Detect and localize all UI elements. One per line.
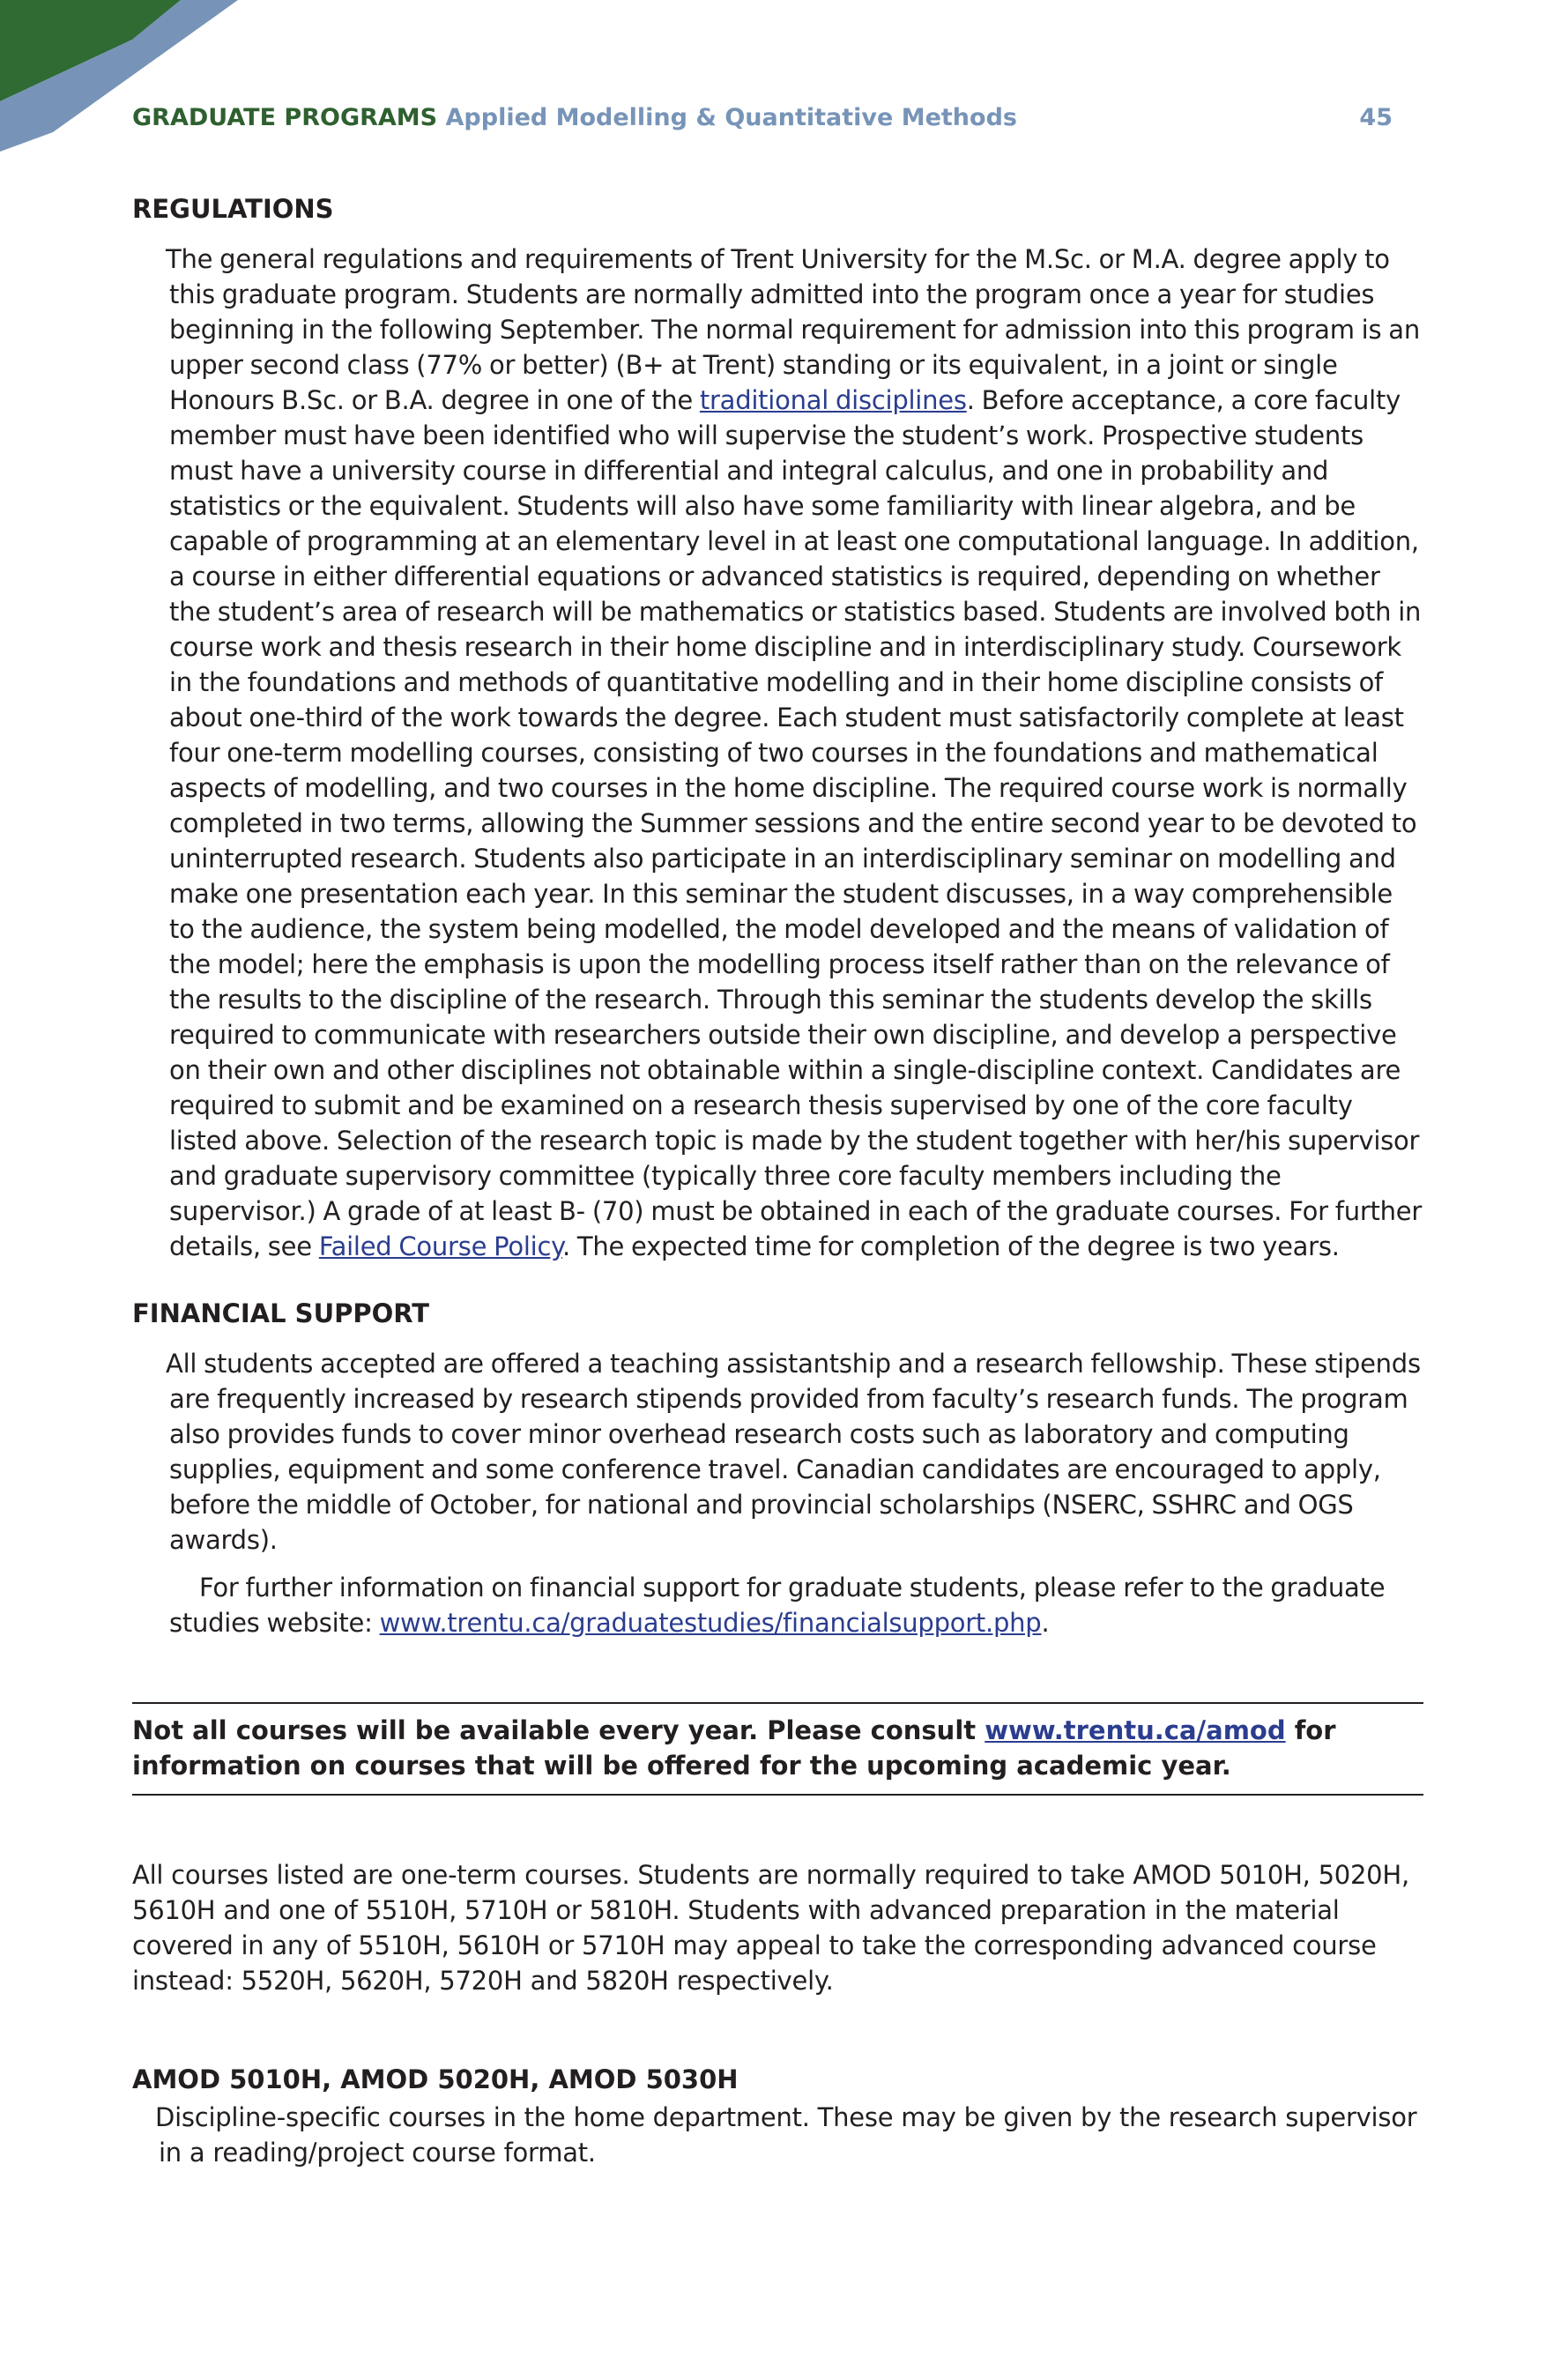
amod-website-link[interactable]: www.trentu.ca/amod xyxy=(985,1715,1286,1745)
financial-support-paragraph-1: All students accepted are offered a teaching assistantship and a research fellowship. These stipends are frequently increased by research stipends provided from faculty’s research funds. The program also provides funds to cover minor overhead research costs such as laboratory and computing supplies, equipment and some conference travel. Canadian candidates are encouraged to apply, before the middle of October, for national and provincial scholarships (NSERC, SSHRC and OGS awards). xyxy=(166,1349,1421,1555)
header-subtitle: Applied Modelling & Quantitative Methods xyxy=(445,104,1017,131)
regulations-text-3: . The expected time for completion of the degree is two years. xyxy=(561,1231,1340,1261)
regulations-paragraph xyxy=(132,242,1423,1264)
notice-text-end: for information on courses that will be offered for the upcoming academic year. xyxy=(132,1715,1336,1781)
course-title: AMOD 5010H, AMOD 5020H, AMOD 5030H xyxy=(132,2064,739,2094)
financial-support-paragraph-2 xyxy=(132,1570,1423,1640)
failed-course-policy-link[interactable]: Failed Course Policy xyxy=(318,1231,562,1261)
financial-support-text: For further information on financial support for graduate students, please refer to the graduate studies website: xyxy=(169,1573,1386,1638)
course-availability-notice xyxy=(132,1702,1423,1796)
header-label: GRADUATE PROGRAMS xyxy=(132,104,438,131)
corner-decoration xyxy=(0,0,264,167)
financial-support-link[interactable]: www.trentu.ca/graduatestudies/financialsupport.php xyxy=(379,1608,1042,1638)
regulations-text-1: The general regulations and requirements of Trent University for the M.Sc. or M.A. degree apply to this graduate program. Students are normally admitted into the program once a year for studies beginning in the following September. The normal requirement for admission into this program is an upper second class (77% or better) (B+ at Trent) standing or its equivalent, in a joint or single Honours B.Sc. or B.A. degree in one of the xyxy=(166,244,1420,415)
course-description: Discipline-specific courses in the home department. These may be given by the research supervisor in a reading/project course format. xyxy=(155,2102,1417,2168)
traditional-disciplines-link[interactable]: traditional disciplines xyxy=(699,385,967,415)
page-content xyxy=(132,190,1423,2170)
regulations-text-2: . Before acceptance, a core faculty member must have been identified who will supervise the student’s work. Prospective students must have a university course in differential and integral calculus, and one in probability and statistics or the equivalent. Students will also have some familiarity with linear algebra, and be capable of programming at an elementary level in at least one computational language. In addition, a course in either differential equations or advanced statistics is required, depending on whether the student’s area of research will be mathematics or statistics based. Students are involved both in course work and thesis research in their home discipline and in interdisciplinary study. Coursework in the foundations and methods of quantitative modelling and in their home discipline consists of about one-third of the work towards the degree. Each student must satisfactorily complete at least four one-term modelling courses, consisting of two courses in the foundations and mathematical aspects of modelling, and two courses in the home discipline. The required course work is normally completed in two terms, allowing the Summer sessions and the entire second year to be devoted to uninterrupted research. Students also participate in an interdisciplinary seminar on modelling and make one presentation each year. In this seminar the student discusses, in a way comprehensible to the audience, the system being modelled, the model developed and the means of validation of the model; here the emphasis is upon the modelling process itself rather than on the relevance of the results to the discipline of the research. Through this seminar the students develop the skills required to communicate with researchers outside their own discipline, and develop a perspective on their own and other disciplines not obtainable within a single-discipline context. Candidates are required to submit and be examined on a research thesis supervised by one of the core faculty listed above. Selection of the research topic is made by the student together with her/his supervisor and graduate supervisory committee (typically three core faculty members including the supervisor.) A grade of at least B- (70) must be obtained in each of the graduate courses. For further details, see xyxy=(169,385,1423,1261)
page-header xyxy=(132,100,1393,136)
regulations-heading: REGULATIONS xyxy=(132,194,334,224)
courses-intro: All courses listed are one-term courses. Students are normally required to take AMOD 5010H, 5020H, 5610H and one of 5510H, 5710H or 5810H. Students with advanced preparation in the material covered in any of 5510H, 5610H or 5710H may appeal to take the corresponding advanced course instead: 5520H, 5620H, 5720H and 5820H respectively. xyxy=(132,1860,1409,1996)
financial-support-text-end: . xyxy=(1041,1608,1050,1638)
notice-text: Not all courses will be available every year. Please consult xyxy=(132,1715,985,1745)
page-number: 45 xyxy=(1359,104,1393,131)
financial-support-heading: FINANCIAL SUPPORT xyxy=(132,1298,430,1328)
